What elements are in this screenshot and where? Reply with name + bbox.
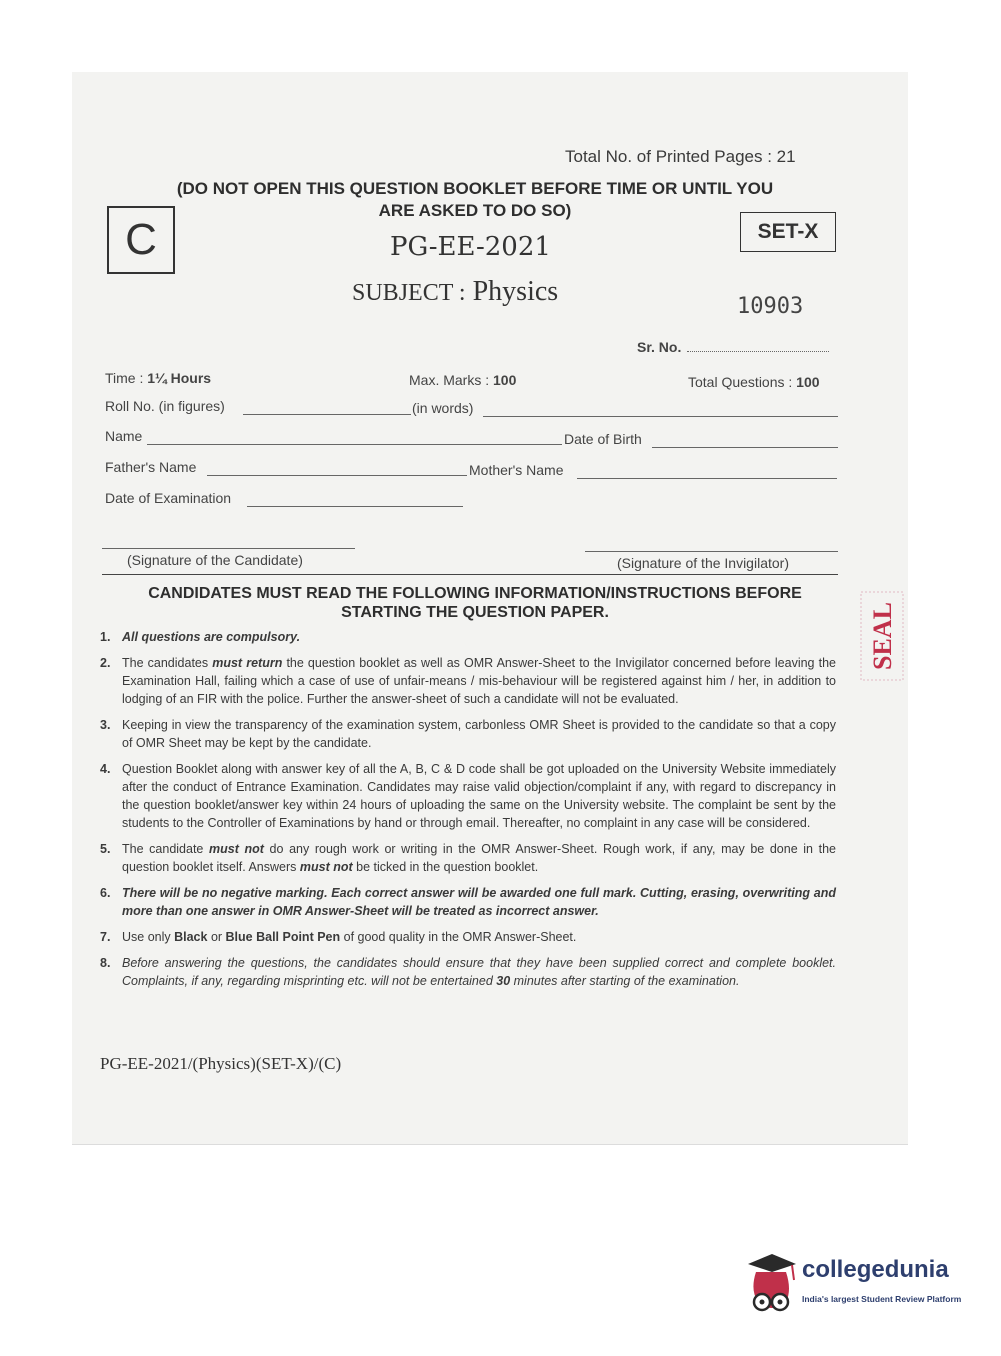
brand-tagline: India's largest Student Review Platform [802, 1294, 962, 1304]
instruction-item [100, 954, 836, 990]
warning-notice [100, 178, 850, 222]
instruction-number: 3. [100, 718, 111, 732]
total-questions-label: Total Questions : [688, 374, 797, 390]
instruction-item [100, 628, 836, 646]
instruction-text: or [207, 930, 226, 944]
instruction-text: be ticked in the question booklet. [352, 860, 539, 874]
instruction-number: 6. [100, 886, 111, 900]
mascot-icon [742, 1250, 800, 1320]
instruction-text: of good quality in the OMR Answer-Sheet. [340, 930, 577, 944]
time-label: Time : [105, 370, 148, 386]
instruction-item [100, 760, 836, 832]
father-name-blank[interactable] [207, 475, 467, 476]
section-divider [102, 574, 838, 575]
instruction-text: The candidates [122, 656, 213, 670]
seal-stamp-graphic [858, 590, 906, 682]
brand-name: collegedunia [802, 1256, 949, 1283]
instruction-emphasis: must return [212, 656, 283, 670]
dob-label: Date of Birth [564, 431, 642, 447]
total-questions-field [688, 374, 820, 390]
instruction-text: Keeping in view the transparency of the examination system, carbonless OMR Sheet is provided to the candidate so that a copy of OMR Sheet may be kept by the candidate. [122, 718, 836, 750]
instruction-text: the question booklet as well as OMR Answer-Sheet to the Invigilator concerned before leaving the Examination Hall, failing which a case of use of unfair-means / mis-behaviour will be registered against him / her, in addition to lodging of an FIR with the police. Further the answer-sheet of such a candidate will not be evaluated. [122, 656, 836, 706]
instruction-text: There will be no negative marking. Each correct answer will be awarded one full mark. Cutting, erasing, overwriting and more than one answer in OMR Answer-Sheet will be treated as incorrect answer. [122, 886, 836, 918]
max-marks-field [409, 372, 516, 388]
total-questions-value: 100 [796, 374, 820, 390]
invigilator-signature-label: (Signature of the Invigilator) [617, 555, 789, 571]
sr-no-label: Sr. No. [637, 339, 682, 355]
warning-line-1: (DO NOT OPEN THIS QUESTION BOOKLET BEFORE TIME OR UNTIL YOU [176, 179, 774, 198]
instructions-heading-line-2: STARTING THE QUESTION PAPER. [341, 604, 609, 621]
name-label: Name [105, 428, 143, 444]
candidate-signature-line[interactable] [102, 548, 355, 549]
instruction-emphasis: must not [299, 860, 353, 874]
instruction-item [100, 884, 836, 920]
exam-date-label: Date of Examination [105, 490, 232, 506]
seal-text: SEAL [868, 602, 897, 670]
roll-figures-label: Roll No. (in figures) [105, 398, 225, 414]
seal-stamp [858, 590, 906, 682]
instructions-heading-line-1: CANDIDATES MUST READ THE FOLLOWING INFORMATION/INSTRUCTIONS BEFORE [148, 585, 802, 602]
instruction-text: Question Booklet along with answer key of all the A, B, C & D code shall be got uploaded on the University Website immediately after the conduct of Entrance Examination. Candidates may raise valid objection/complaint if any, with regard to discrepancy in the question booklet/answer key within 24 hours of uploading the same on the University website. The complaint be sent by the students to the Controller of Examinations by hand or through email. Thereafter, no complaint in any case will be considered. [122, 762, 836, 830]
mother-name-blank[interactable] [577, 478, 837, 479]
instruction-number: 1. [100, 630, 111, 644]
subject-label: SUBJECT : [352, 280, 466, 306]
warning-line-2: ARE ASKED TO DO SO) [378, 201, 572, 220]
printed-pages: Total No. of Printed Pages : 21 [565, 147, 796, 166]
instruction-item [100, 716, 836, 752]
booklet-footer-code: PG-EE-2021/(Physics)(SET-X)/(C) [100, 1054, 342, 1073]
instruction-text: The candidate [122, 842, 209, 856]
sr-no-field [637, 339, 829, 355]
instruction-item [100, 928, 836, 946]
roll-words-label: (in words) [412, 400, 474, 416]
time-value: 1¼ Hours [147, 370, 212, 386]
instruction-emphasis: must not [209, 842, 264, 856]
instruction-bold: Black [174, 930, 208, 944]
instruction-number: 8. [100, 956, 111, 970]
instructions-list [100, 628, 836, 998]
father-name-label: Father's Name [105, 459, 197, 475]
exam-date-blank[interactable] [247, 506, 463, 507]
instruction-text: do any rough work or writing in the OMR Answer-Sheet. Rough work, if any, may be done in the question booklet itself. Answers [122, 842, 836, 874]
serial-number: 10903 [737, 294, 804, 319]
max-marks-value: 100 [493, 372, 517, 388]
mother-name-label: Mother's Name [469, 462, 564, 478]
instruction-text: Use only [122, 930, 175, 944]
instruction-text: All questions are compulsory. [122, 630, 301, 644]
invigilator-signature-line[interactable] [585, 551, 838, 552]
instruction-number: 5. [100, 842, 111, 856]
set-label-box: SET-X [740, 212, 836, 252]
instruction-bold: 30 [496, 974, 511, 988]
subject-line [352, 276, 558, 308]
instruction-number: 2. [100, 656, 111, 670]
instruction-number: 7. [100, 930, 111, 944]
instruction-number: 4. [100, 762, 111, 776]
candidate-signature-label: (Signature of the Candidate) [127, 552, 303, 568]
instruction-item [100, 840, 836, 876]
max-marks-label: Max. Marks : [409, 372, 494, 388]
name-blank[interactable] [147, 444, 562, 445]
instructions-heading [100, 584, 850, 622]
exam-title: PG-EE-2021 [390, 232, 551, 262]
collegedunia-logo [742, 1250, 972, 1320]
instruction-text: Before answering the questions, the candidates should ensure that they have been supplied correct and complete booklet. Complaints, if any, regarding misprinting etc. will not be entertained [122, 956, 836, 988]
roll-figures-blank[interactable] [243, 414, 411, 415]
sr-no-blank [687, 339, 829, 352]
time-field [105, 370, 211, 386]
booklet-code-box: C [107, 206, 175, 274]
instruction-text: minutes after starting of the examination. [510, 974, 740, 988]
roll-words-blank[interactable] [483, 416, 838, 417]
subject-name: Physics [472, 276, 559, 307]
instruction-item [100, 654, 836, 708]
dob-blank[interactable] [652, 447, 838, 448]
instruction-bold: Blue Ball Point Pen [225, 930, 341, 944]
